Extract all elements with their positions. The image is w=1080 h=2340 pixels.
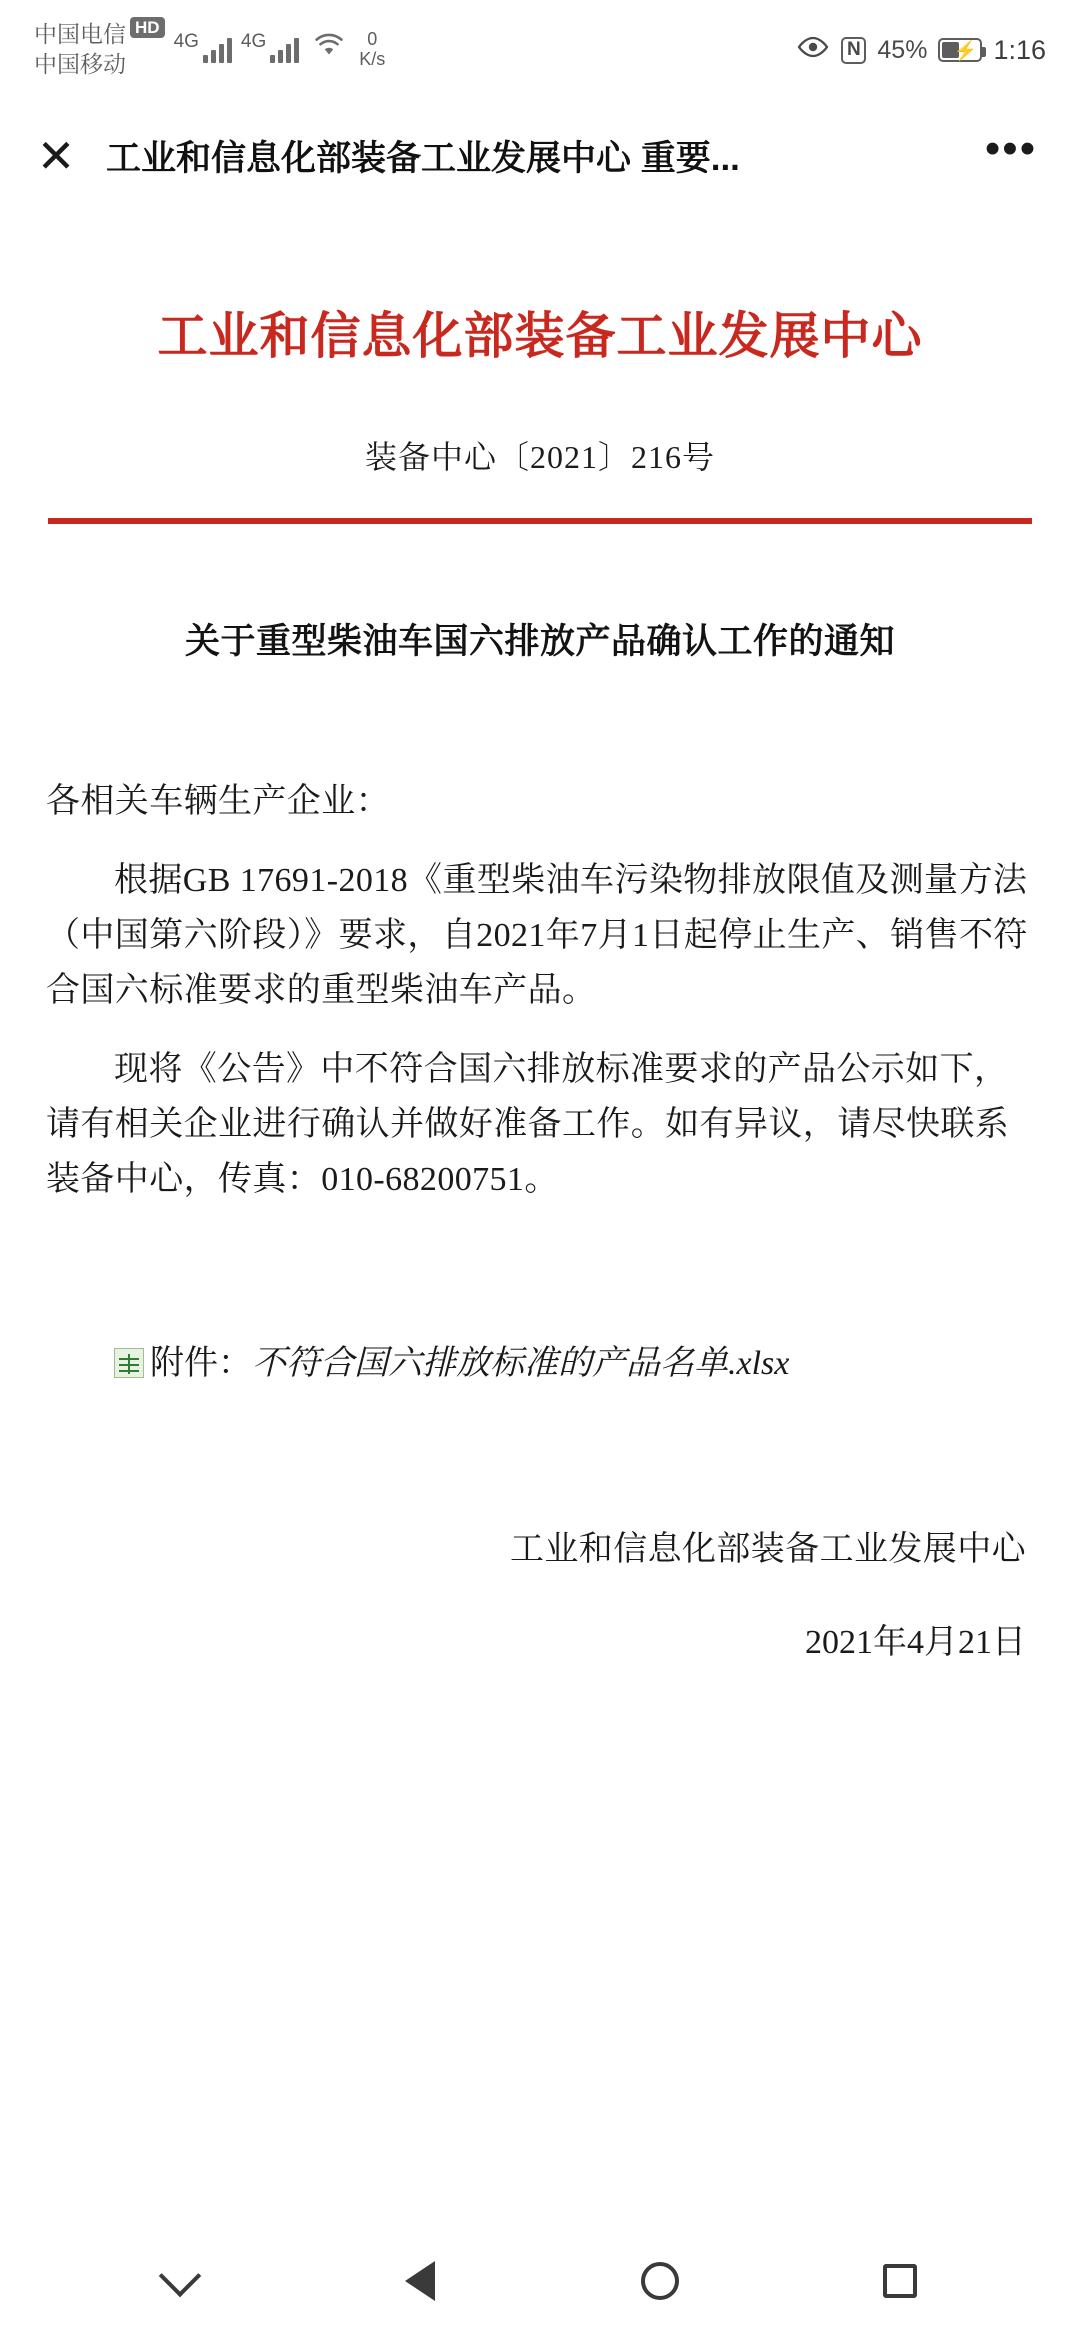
excel-file-icon [114,1348,144,1378]
document-text [46,774,1034,1208]
status-bar-right [796,35,1046,66]
paragraph-1: 根据GB 17691-2018《重型柴油车污染物排放限值及测量方法（中国第六阶段）》要求，自2021年7月1日起停止生产、销售不符合国六标准要求的重型柴油车产品。 [46,862,1028,1010]
document-signature: 工业和信息化部装备工业发展中心 [510,1530,1026,1568]
carrier-labels [34,20,165,80]
network-type-1: 4G [173,31,199,52]
network-type-2: 4G [240,31,267,52]
app-title-bar [0,100,1080,212]
hd-badge: HD [130,17,165,38]
attachment-label: 附件： [150,1344,252,1382]
carrier-1-row [34,20,165,50]
data-rate-unit: K/s [359,49,386,69]
letterhead: 工业和信息化部装备工业发展中心 [157,308,923,364]
document-body [0,212,1080,2222]
eye-icon [796,36,830,65]
signal-bars-icon-1 [203,37,232,63]
recents-square-icon[interactable] [855,2236,945,2326]
close-icon[interactable]: ✕ [36,130,76,182]
salutation: 各相关车辆生产企业： [46,783,390,820]
signal-bars-icon-2 [270,37,299,63]
charging-bolt-icon: ⚡ [953,41,978,62]
document-number: 装备中心〔2021〕216号 [364,439,715,475]
signal-group-1 [173,31,232,63]
wifi-icon [314,33,344,63]
battery-icon [938,38,982,62]
system-nav-bar [0,2222,1080,2340]
paragraph-2: 现将《公告》中不符合国六排放标准要求的产品公示如下，请有相关企业进行确认并做好准备工作。如有异议，请尽快联系装备中心，传真：010-68200751。 [46,1051,1010,1199]
document-date: 2021年4月21日 [805,1623,1026,1661]
carrier-2-label: 中国移动 [34,51,126,77]
signal-group-2 [240,31,299,63]
nfc-icon: N [841,37,866,64]
page-title: 工业和信息化部装备工业发展中心 重要... [106,139,740,178]
chevron-down-icon[interactable] [135,2236,225,2326]
status-clock: 1:16 [993,34,1046,65]
back-triangle-icon[interactable] [375,2236,465,2326]
document-title: 关于重型柴油车国六排放产品确认工作的通知 [184,622,895,661]
attachment-row[interactable] [46,1336,1034,1391]
status-bar-left [34,20,385,80]
status-bar [0,0,1080,100]
red-divider [48,518,1032,524]
carrier-1-label: 中国电信 [34,21,126,48]
home-circle-icon[interactable] [615,2236,705,2326]
more-options-icon[interactable]: ••• [984,123,1038,173]
data-rate-value: 0 [367,29,378,50]
battery-percent-label: 45% [877,35,928,64]
attachment-name[interactable]: 不符合国六排放标准的产品名单.xlsx [252,1344,790,1382]
data-rate-indicator [359,30,385,70]
